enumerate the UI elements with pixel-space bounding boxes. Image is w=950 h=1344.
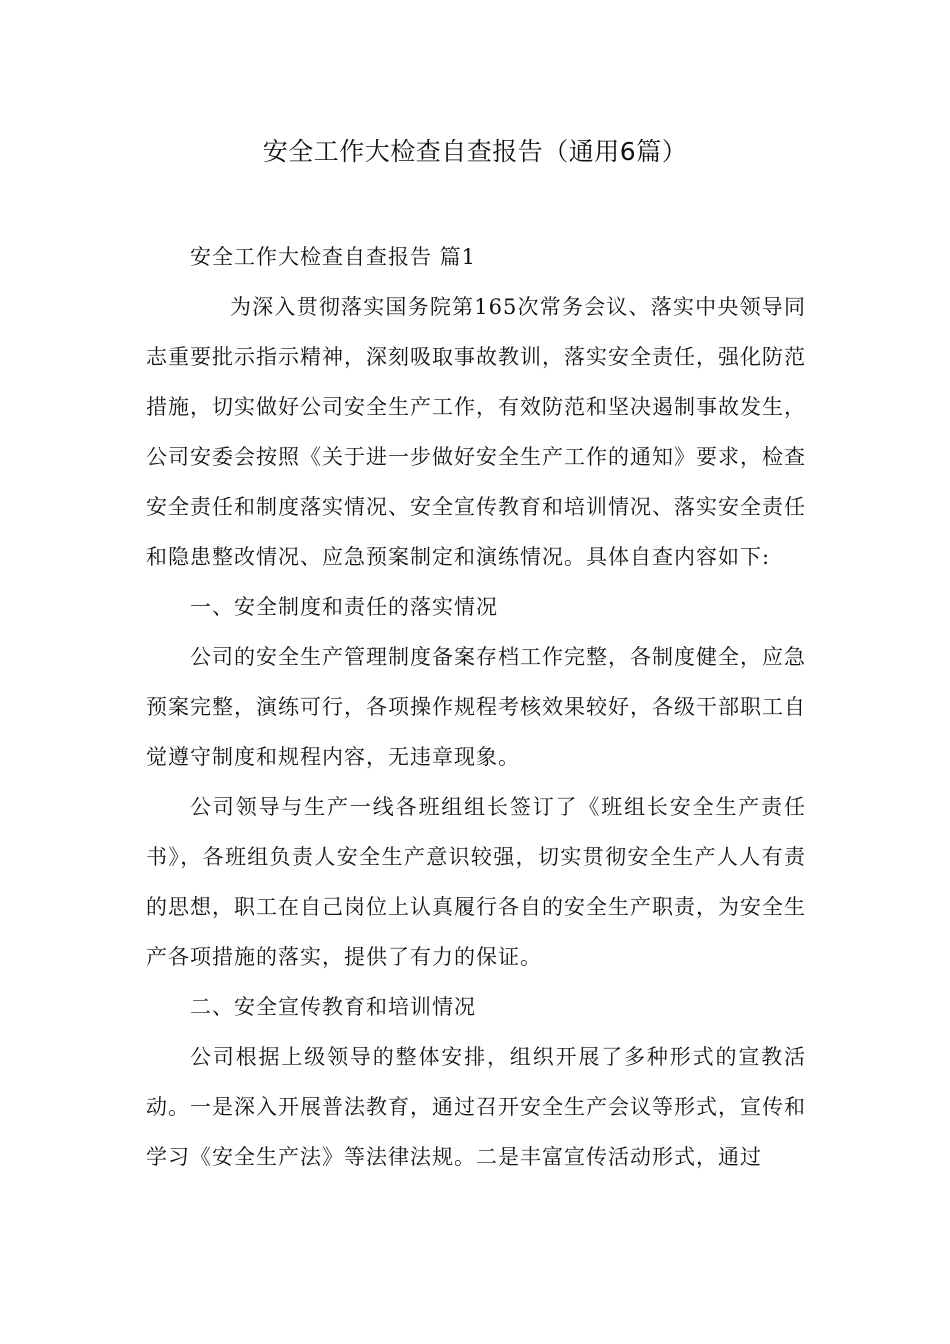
section-heading: 安全工作大检查自查报告 篇1	[190, 245, 477, 269]
subheading-safety-system: 一、安全制度和责任的落实情况	[190, 595, 498, 619]
document-body	[146, 232, 806, 1182]
subheading-education-training: 二、安全宣传教育和培训情况	[190, 995, 476, 1019]
paragraph-system-archive: 公司的安全生产管理制度备案存档工作完整，各制度健全，应急预案完整，演练可行，各项操作规程考核效果较好，各级干部职工自觉遵守制度和规程内容，无违章现象。	[146, 645, 806, 769]
paragraph-education: 公司根据上级领导的整体安排，组织开展了多种形式的宣教活动。一是深入开展普法教育，通过召开安全生产会议等形式，宣传和学习《安全生产法》等法律法规。二是丰富宣传活动形式，通过	[146, 1045, 806, 1169]
paragraph-responsibility-letter: 公司领导与生产一线各班组组长签订了《班组长安全生产责任书》，各班组负责人安全生产意识较强，切实贯彻安全生产人人有责的思想，职工在自己岗位上认真履行各自的安全生产职责，为安全生产各项措施的落实，提供了有力的保证。	[146, 795, 806, 969]
document-title: 安全工作大检查自查报告（通用6篇）	[262, 137, 688, 166]
paragraph-intro: 为深入贯彻落实国务院第165次常务会议、落实中央领导同志重要批示指示精神，深刻吸取事故教训，落实安全责任，强化防范措施，切实做好公司安全生产工作，有效防范和坚决遏制事故发生，公司安委会按照《关于进一步做好安全生产工作的通知》要求，检查安全责任和制度落实情况、安全宣传教育和培训情况、落实安全责任和隐患整改情况、应急预案制定和演练情况。具体自查内容如下:	[146, 295, 806, 569]
